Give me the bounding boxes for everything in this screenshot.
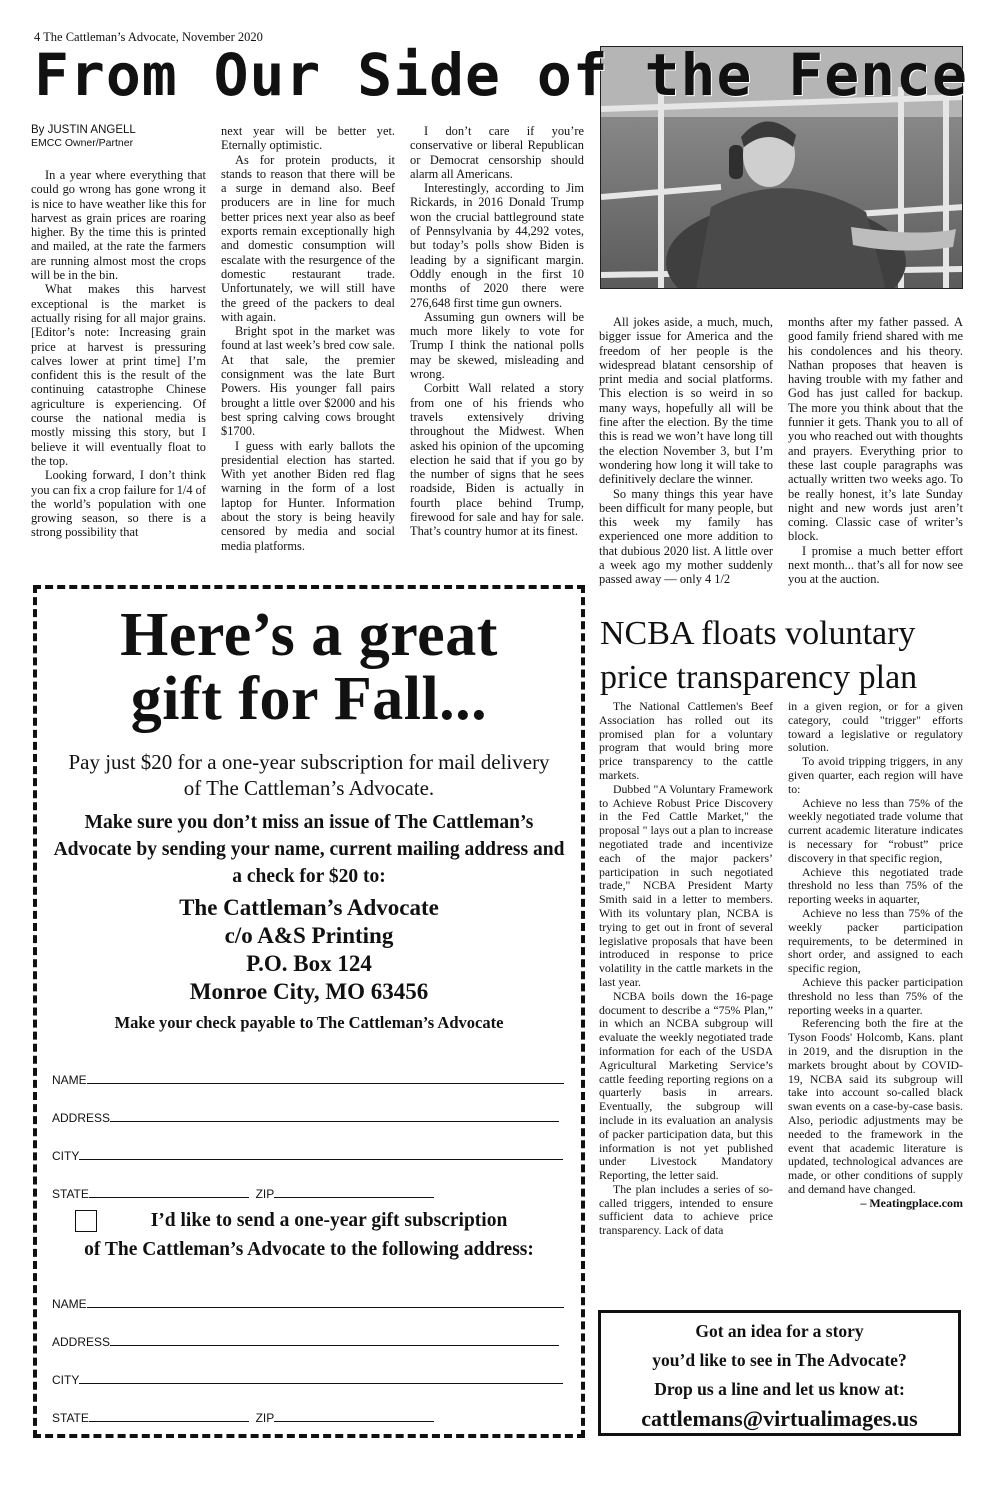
address-label: ADDRESS <box>52 1111 111 1125</box>
zip-label: ZIP <box>255 1187 275 1201</box>
article-paragraph: I promise a much better effort next month... that’s all for now see you at the auction. <box>788 543 963 587</box>
ncba-paragraph: Achieve this negotiated trade threshold no less than 75% of the reporting weeks in aquarter, <box>788 864 963 907</box>
gift-line-2: of The Cattleman’s Advocate to the following address: <box>84 1239 534 1260</box>
ncba-paragraph: Dubbed "A Voluntary Framework to Achieve Robust Price Discovery in the Fed Cattle Market," the proposal " lays out a plan to increase negotiated trade and incentivize each of the major packers’ participation in such negotiated trade," NCBA President Marty Smith said in a letter to members. With its voluntary plan, NCBA is trying to get out in front of several legislative proposals that have been introduced in response to price volatility in the cattle markets in the last year. <box>599 781 773 989</box>
article-paragraph: months after my father passed. A good family friend shared with me his condolences and his theory. Nathan proposes that heaven is having trouble with my father and God has just called for backup. The more you think about that the funnier it gets. Thank you to all of you who reached out with thoughts and prayers. Everything prior to these last couple paragraphs was actually written two weeks ago. To be really honest, it’s late Sunday night and new words just aren’t coming. Classic case of writer’s block. <box>788 315 963 544</box>
article-paragraph: I don’t care if you’re conservative or liberal Republican or Democrat censorship should alarm all Americans. <box>410 124 584 181</box>
gift-line-1: I’d like to send a one-year gift subscription <box>150 1210 508 1231</box>
ncba-source: – Meatingplace.com <box>860 1195 963 1210</box>
article-paragraph: So many things this year have been difficult for many people, but this week my family has experienced one more addition to that dubious 2020 list. A little over a week ago my mother suddenly passed away — only 4 1/2 <box>599 486 773 587</box>
ncba-paragraph: To avoid tripping triggers, in any given quarter, each region will have to: <box>788 754 963 796</box>
ncba-paragraph: Achieve this packer participation threshold no less than 75% of the reporting weeks in a quarter. <box>788 974 963 1017</box>
article-paragraph: Assuming gun owners will be much more likely to vote for Trump I think the national polls may be skewed, misleading and wrong. <box>410 309 584 382</box>
gift-state-zip-field[interactable] <box>52 1410 434 1425</box>
address-field[interactable] <box>52 1110 559 1125</box>
state-label: STATE <box>52 1411 89 1425</box>
address-line: c/o A&S Printing <box>224 923 394 948</box>
address-line: Monroe City, MO 63456 <box>189 979 429 1004</box>
article-paragraph: Corbitt Wall related a story from one of his friends who travels extensively driving throughout the Midwest. When asked his opinion of the upcoming election he said that if you go by the number of signs that he sees roadside, Biden is actually in fourth place behind Trump, firewood for sale and hay for sale. That’s country humor at its finest. <box>410 381 584 539</box>
ncba-paragraph: in a given region, or for a given category, could "trigger" efforts toward a legislative or regulatory solution. <box>788 699 963 755</box>
zip-label: ZIP <box>255 1411 275 1425</box>
state-label: STATE <box>52 1187 89 1201</box>
story-idea-box <box>598 1310 961 1436</box>
ncba-paragraph: Referencing both the fire at the Tyson Foods' Holcomb, Kans. plant in 2019, and the disruption in the markets brought about by COVID-19, NCBA said its subgroup will take into account so-called black swan events on a case-by-case basis. Also, periodic adjustments may be needed to the framework in the event that academic literature is updated, technological advances are made, or other conditions of supply and demand have changed. <box>788 1016 963 1196</box>
name-field[interactable] <box>52 1072 564 1087</box>
ncba-column-2 <box>788 700 963 1210</box>
gift-subscription-text <box>37 1206 581 1264</box>
payable-note: Make your check payable to The Cattleman’s Advocate <box>114 1013 504 1032</box>
article-column-4 <box>599 315 773 587</box>
ad-title <box>37 603 581 731</box>
gift-name-field[interactable] <box>52 1296 564 1311</box>
ad-instructions: Make sure you don’t miss an issue of The Cattleman’s Advocate by sending your name, current mailing address and a check for $20 to: <box>53 812 565 887</box>
article-paragraph: Looking forward, I don’t think you can fix a crop failure for 1/4 of the world’s population with one growing season, so there is a strong possibility that <box>31 468 206 540</box>
page-headline: From Our Side of the Fence <box>34 41 968 109</box>
article-column-3 <box>410 124 584 539</box>
article-column-5 <box>788 315 963 587</box>
mailing-address <box>37 894 581 1006</box>
ncba-paragraph: The plan includes a series of so-called triggers, intended to ensure sufficient data to achieve price transparency. Lack of data <box>599 1181 773 1238</box>
contact-email[interactable]: cattlemans@virtualimages.us <box>641 1406 918 1431</box>
article-paragraph: Interestingly, according to Jim Rickards, in 2016 Donald Trump won the crucial battleground state of Pennsylvania by 44,292 votes, but today’s polls show Biden is leading by a significant margin. Oddly enough in the first 10 months of 2020 there were 276,648 first time gun owners. <box>410 181 584 310</box>
ncba-paragraph: NCBA boils down the 16-page document to describe a “75% Plan,” in which an NCBA subgroup will evaluate the weekly negotiated trade information for each of the USDA Agricultural Marketing Service’s cattle feeding reporting regions on a quarterly basis in arrears. Eventually, the subgroup will include in its evaluation an analysis of packer participation data, but this information is not yet published under Livestock Mandatory Reporting, the letter said. <box>599 988 773 1183</box>
article-paragraph: What makes this harvest exceptional is the market is actually rising for all major grains. [Editor’s note: Increasing grain price at harvest is pressuring calves lower at print time] I’m confident this is the result of the continuing catastrophe Chinese agriculture is experiencing. Of course the national media is mostly missing this story, but I believe it will eventually float to the top. <box>31 282 206 468</box>
ncba-paragraph: The National Cattlemen's Beef Association has rolled out its promised plan for a voluntary program that would bring more price transparency to the cattle markets. <box>599 699 773 782</box>
byline-title: EMCC Owner/Partner <box>31 137 134 149</box>
article-paragraph: In a year where everything that could go wrong has gone wrong it is nice to have weather like this for harvest as grain prices are roaring higher. By the time this is printed and mailed, at the rate the farmers are running almost most the crops will be in the bin. <box>31 168 206 283</box>
idea-line-1: Got an idea for a story <box>695 1321 864 1341</box>
article-paragraph: All jokes aside, a much, much, bigger issue for America and the freedom of her people is the widespread blatant censorship of print media and social platforms. This election is so weird in so many ways, hopefully all will be fine after the election. By the time this is read we won’t have long till the election November 3, but I’m wondering how long it will take to definitively declare the winner. <box>599 315 773 487</box>
address-line: The Cattleman’s Advocate <box>179 895 439 920</box>
address-label: ADDRESS <box>52 1335 111 1349</box>
article-paragraph: I guess with early ballots the presidential election has started. With yet another Biden red flag warning in the form of a lost laptop for Hunter. Information about the story is being heavily censored by media and social media platforms. <box>221 438 395 553</box>
article-paragraph: Bright spot in the market was found at last week’s bred cow sale. At that sale, the premier consignment was the late Burt Powers. His younger fall pairs brought a little over $2000 and his best spring calving cows brought $1700. <box>221 324 395 439</box>
ad-subtitle: Pay just $20 for a one-year subscription for mail delivery of The Cattleman’s Advocate. <box>68 750 550 800</box>
ad-title-line-1: Here’s a great <box>120 601 498 669</box>
article-paragraph: As for protein products, it stands to reason that there will be a surge in demand also. Beef producers are in line for much better prices next year also as beef exports remain exceptionally high and domestic consumption will escalate with the resurgence of the domestic restaurant trade. Unfortunately, we will still have the greed of the packers to deal with again. <box>221 152 395 324</box>
idea-line-2: you’d like to see in The Advocate? <box>652 1350 907 1370</box>
gift-address-field[interactable] <box>52 1334 559 1349</box>
ncba-paragraph: Achieve no less than 75% of the weekly negotiated trade volume that current academic literature indicates is necessary for “robust” price discovery in that specific region, <box>788 795 963 865</box>
gift-city-field[interactable] <box>52 1372 563 1387</box>
address-line: P.O. Box 124 <box>246 951 372 976</box>
byline <box>31 124 206 150</box>
city-label: CITY <box>52 1149 80 1163</box>
state-zip-field[interactable] <box>52 1186 434 1201</box>
name-label: NAME <box>52 1297 87 1311</box>
article-column-2 <box>221 124 395 553</box>
city-field[interactable] <box>52 1148 563 1163</box>
ad-title-line-2: gift for Fall... <box>130 665 488 733</box>
ncba-column-1 <box>599 700 773 1238</box>
city-label: CITY <box>52 1373 80 1387</box>
name-label: NAME <box>52 1073 87 1087</box>
subscription-ad <box>33 585 585 1438</box>
page-folio: 4 The Cattleman’s Advocate, November 2020 <box>34 30 263 44</box>
article-paragraph: next year will be better yet. Eternally optimistic. <box>221 124 395 153</box>
article-column-1 <box>31 124 206 540</box>
ncba-paragraph: Achieve no less than 75% of the weekly packer participation requirements, to be determined in short order, and assigned to each specific region, <box>788 905 963 976</box>
byline-name: By JUSTIN ANGELL <box>31 124 136 136</box>
idea-line-3: Drop us a line and let us know at: <box>654 1379 905 1399</box>
ncba-headline: NCBA floats voluntary price transparency plan <box>600 615 918 696</box>
